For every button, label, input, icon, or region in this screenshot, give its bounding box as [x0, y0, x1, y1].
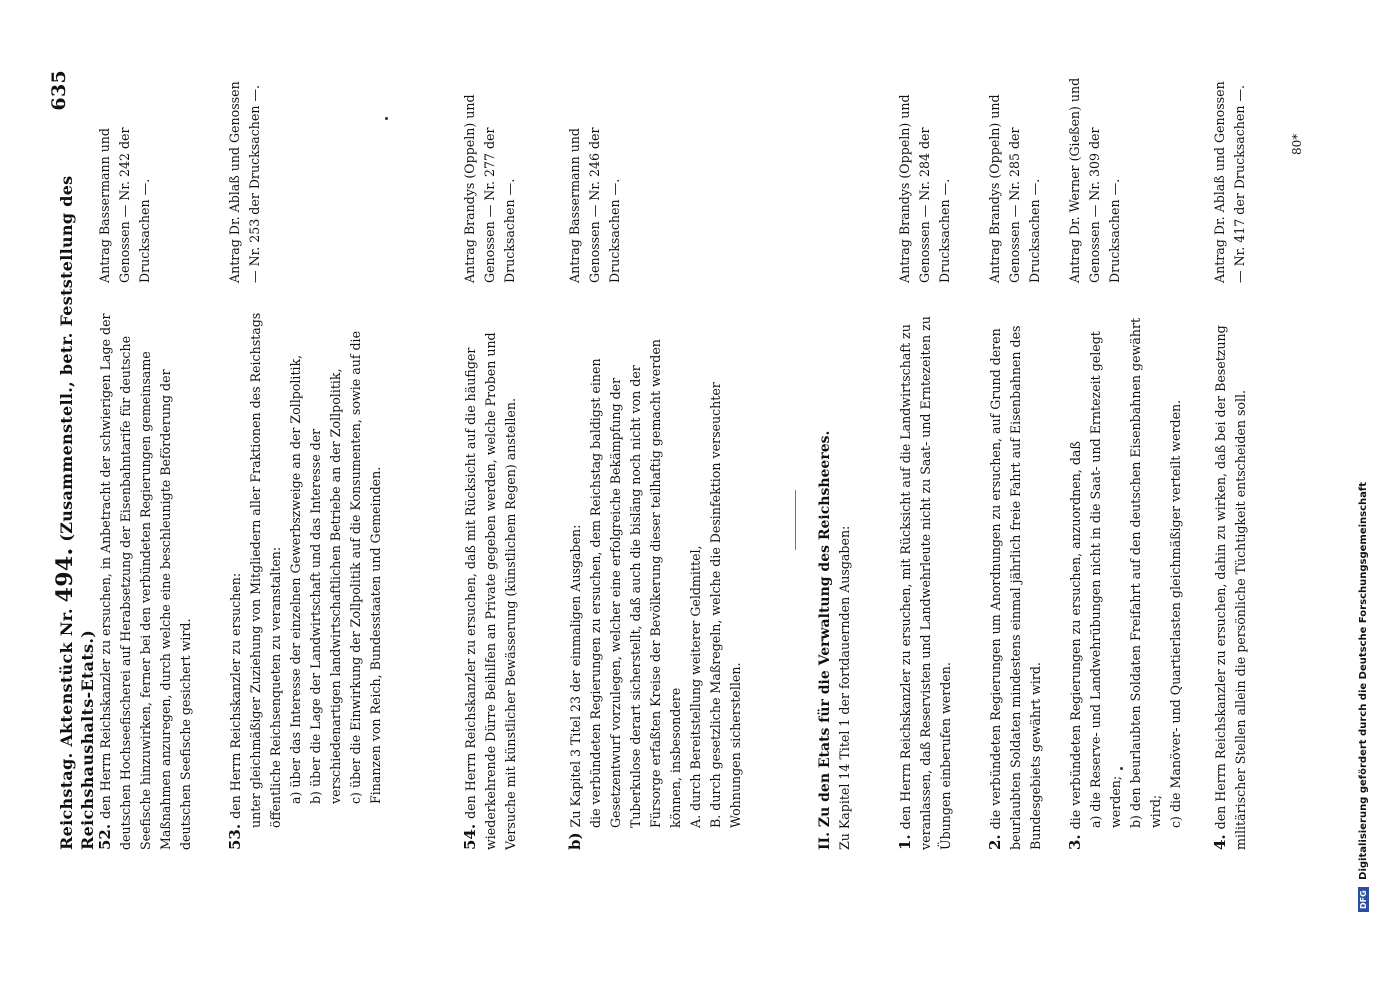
subitem-B: B. durch gesetzliche Maßregeln, welche die Desinfektion verseuchter Wohnungen sicherstellen. — [708, 382, 743, 828]
subitem-b: b) über die Lage der Landwirtschaft und das Interesse der verschiedenartigen landwirtschaftlichen Betriebe an der Zollpolitik, — [308, 368, 343, 804]
item-text: Zu Kapitel 3 Titel 23 der einmaligen Ausgaben: — [568, 524, 583, 828]
section-II — [815, 305, 855, 850]
item-body: die verbündeten Regierungen zu ersuchen, dem Reichstag baldigst einen Gesetzentwurf vorzulegen, welcher eine erfolgreiche Bekämpfung der Tuberkulose derart sicherstellt, daß auch die bisläng noch nicht von der Fürsorge erfaßten Kreise der Bevölkerung dieser teilhaftig gemacht werden können, insbesondere — [588, 339, 683, 828]
aktenstueck-number: 494. — [52, 547, 78, 603]
item-text: den Herrn Reichskanzler zu ersuchen, in Anbetracht der schwierigen Lage der deutschen Hochseefischerei auf Herabsetzung der Eisenbahntarife für deutsche Seefische hinzuwirken, ferner bei den verbündeten Regierungen gemeinsame Maßnahmen anzuregen, durch welche eine beschleunigte Beförderung der deutschen Seefische gesichert wird. — [98, 313, 193, 850]
antrag-3: Antrag Dr. Werner (Gießen) und Genossen — Nr. 309 der Drucksachen —. — [1067, 77, 1122, 283]
antrag-1: Antrag Brandys (Oppeln) und Genossen — Nr. 284 der Drucksachen —. — [897, 94, 952, 283]
running-title-prefix: Reichstag. Aktenstück Nr. — [57, 608, 76, 850]
item-4 — [1210, 305, 1251, 850]
item-text: den Herrn Reichskanzler zu ersuchen, dahin zu wirken, daß bei der Besetzung militärischer Stellen allein die persönliche Tüchtigkeit entscheiden soll. — [1213, 325, 1248, 850]
item-3 — [1065, 305, 1186, 850]
section-intro: Zu Kapitel 14 Titel 1 der fortdauernden Ausgaben: — [837, 525, 852, 850]
item-number: 54. — [461, 823, 479, 850]
running-title — [52, 70, 97, 850]
item-1 — [895, 305, 956, 850]
subitem-c: c) die Manöver- und Quartierlasten gleichmäßiger verteilt werden. — [1168, 399, 1183, 828]
antrag-54: Antrag Brandys (Oppeln) und Genossen — Nr. 277 der Drucksachen —. — [462, 94, 517, 283]
page-header — [48, 70, 97, 850]
speck-mark — [1120, 767, 1123, 770]
page-number: 635 — [48, 70, 70, 111]
item-number: 3. — [1066, 834, 1084, 850]
subitem-a: a) über das Interesse der einzelnen Gewerbszweige an der Zollpolitik, — [288, 354, 303, 804]
item-text: den Herrn Reichskanzler zu ersuchen, mit Rücksicht auf die Landwirtschaft zu veranlassen, daß Reservisten und Landwehrleute nicht zu Saat- und Erntezeiten zu Übungen einberufen werden. — [898, 316, 953, 850]
subitem-b: b) den beurlaubten Soldaten Freifahrt auf den deutschen Eisenbahnen gewährt wird; — [1128, 317, 1163, 828]
credit-text: Digitalisierung gefördert durch die Deutsche Forschungsgemeinschaft — [1358, 481, 1369, 880]
dfg-logo: DFG — [1358, 887, 1369, 912]
item-number: 2. — [986, 834, 1004, 850]
item-b — [565, 305, 746, 850]
item-text: den Herrn Reichskanzler zu ersuchen: — [228, 572, 243, 819]
subitem-c: c) über die Einwirkung der Zollpolitik auf die Konsumenten, sowie auf die Finanzen von Reich, Bundesstaaten und Gemeinden. — [348, 330, 383, 804]
item-53 — [225, 305, 386, 850]
item-text: den Herrn Reichskanzler zu ersuchen, daß mit Rücksicht auf die häufiger wiederkehrende Dürre Beihilfen an Private gegeben werden, welche Proben und Versuche mit künstlicher Bewässerung (künstlichem Regen) anstellen. — [463, 332, 518, 850]
subitem-A: A. durch Bereitstellung weiterer Geldmittel, — [688, 545, 703, 828]
item-number: 53. — [226, 823, 244, 850]
antrag-b: Antrag Bassermann und Genossen — Nr. 246 der Drucksachen —. — [567, 127, 622, 283]
item-number: 1. — [896, 834, 914, 850]
digitization-credit — [1358, 72, 1369, 912]
antrag-52: Antrag Bassermann und Genossen — Nr. 242 der Drucksachen —. — [97, 127, 152, 283]
item-text: die verbündeten Regierungen zu ersuchen, anzuordnen, daß — [1068, 441, 1083, 830]
item-number: 52. — [96, 823, 114, 850]
item-number: 4. — [1211, 834, 1229, 850]
item-2 — [985, 305, 1046, 850]
item-54 — [460, 305, 521, 850]
antrag-2: Antrag Brandys (Oppeln) und Genossen — Nr. 285 der Drucksachen —. — [987, 94, 1042, 283]
speck-mark — [385, 117, 388, 120]
item-52 — [95, 305, 196, 850]
item-subintro: unter gleichmäßiger Zuziehung von Mitgliedern aller Fraktionen des Reichstags öffentliche Reichsenqueten zu veranstalten: — [248, 312, 283, 828]
signature-mark: 80* — [1290, 133, 1304, 155]
antrag-4: Antrag Dr. Ablaß und Genossen — Nr. 417 der Drucksachen —. — [1212, 81, 1247, 283]
section-divider — [795, 490, 796, 550]
subitem-a: a) die Reserve- und Landwehrübungen nicht in die Saat- und Erntezeit gelegt werden; — [1088, 331, 1123, 828]
item-number: b) — [566, 832, 584, 850]
running-title-suffix: (Zusammenstell., betr. Feststellung des Reichshaushalts-Etats.) — [57, 175, 97, 850]
item-text: die verbündeten Regierungen um Anordnungen zu ersuchen, auf Grund deren beurlaubten Soldaten mindestens einmal jährlich freie Fahrt auf Eisenbahnen des Bundesgebiets gewährt wird. — [988, 325, 1043, 850]
antrag-53: Antrag Dr. Ablaß und Genossen — Nr. 253 der Drucksachen —. — [227, 81, 262, 283]
section-heading: II. Zu den Etats für die Verwaltung des Reichsheeres. — [817, 430, 833, 850]
